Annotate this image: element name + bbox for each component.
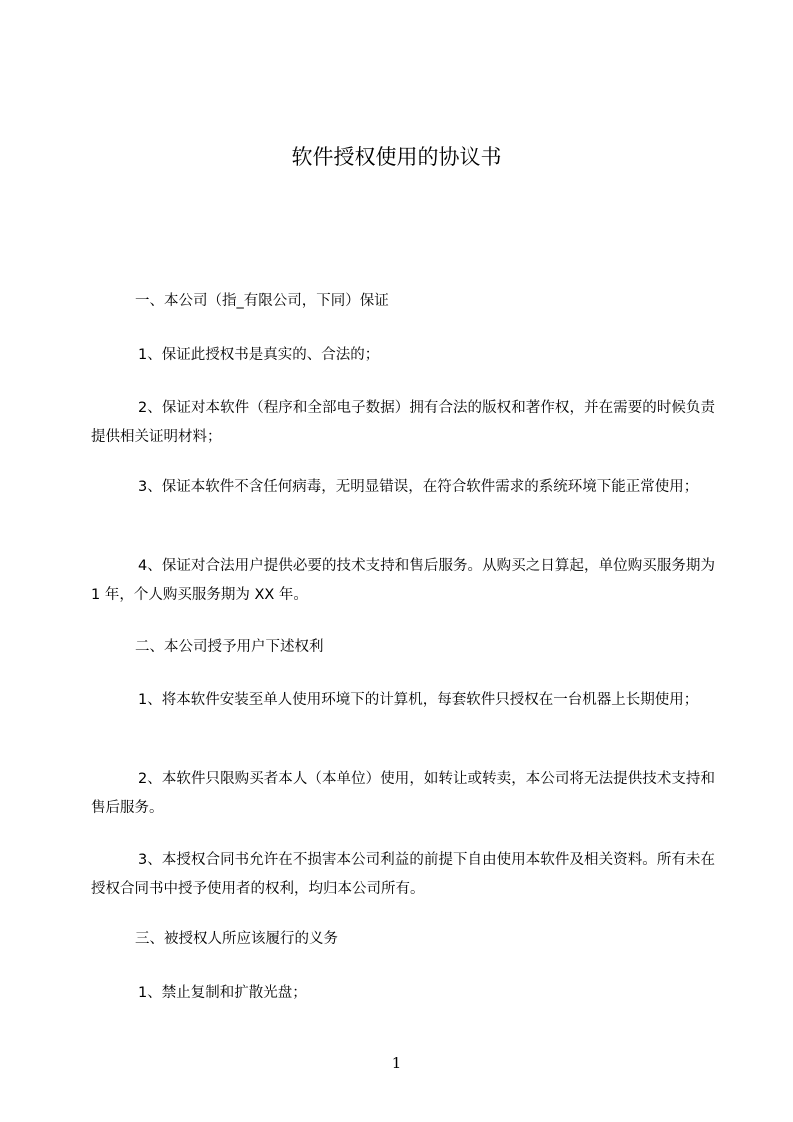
section-heading-1: 一、本公司（指_有限公司，下同）保证: [135, 293, 389, 309]
clause-3-1: 1、禁止复制和扩散光盘；: [138, 985, 307, 1001]
clause-1-1: 1、保证此授权书是真实的、合法的；: [138, 347, 380, 363]
clause-2-1: 1、将本软件安装至单人使用环境下的计算机，每套软件只授权在一台机器上长期使用；: [138, 692, 699, 708]
clause-2-2: 2、本软件只限购买者本人（本单位）使用，如转让或转卖，本公司将无法提供技术支持和售后服务。: [91, 771, 715, 816]
section-heading-2: 二、本公司授予用户下述权利: [135, 639, 324, 655]
clause-1-2: 2、保证对本软件（程序和全部电子数据）拥有合法的版权和著作权，并在需要的时候负责提供相关证明材料；: [91, 400, 715, 445]
clause-1-4: 4、保证对合法用户提供必要的技术支持和售后服务。从购买之日算起，单位购买服务期为 1 年，个人购买服务期为 XX 年。: [91, 558, 715, 603]
section-heading-3: 三、被授权人所应该履行的义务: [135, 931, 338, 947]
page-number: 1: [391, 1054, 402, 1072]
document-title: 软件授权使用的协议书: [291, 145, 502, 169]
clause-2-3: 3、本授权合同书允许在不损害本公司利益的前提下自由使用本软件及相关资料。所有未在授权合同书中授予使用者的权利，均归本公司所有。: [91, 852, 715, 897]
clause-1-3: 3、保证本软件不含任何病毒，无明显错误，在符合软件需求的系统环境下能正常使用；: [138, 479, 699, 495]
